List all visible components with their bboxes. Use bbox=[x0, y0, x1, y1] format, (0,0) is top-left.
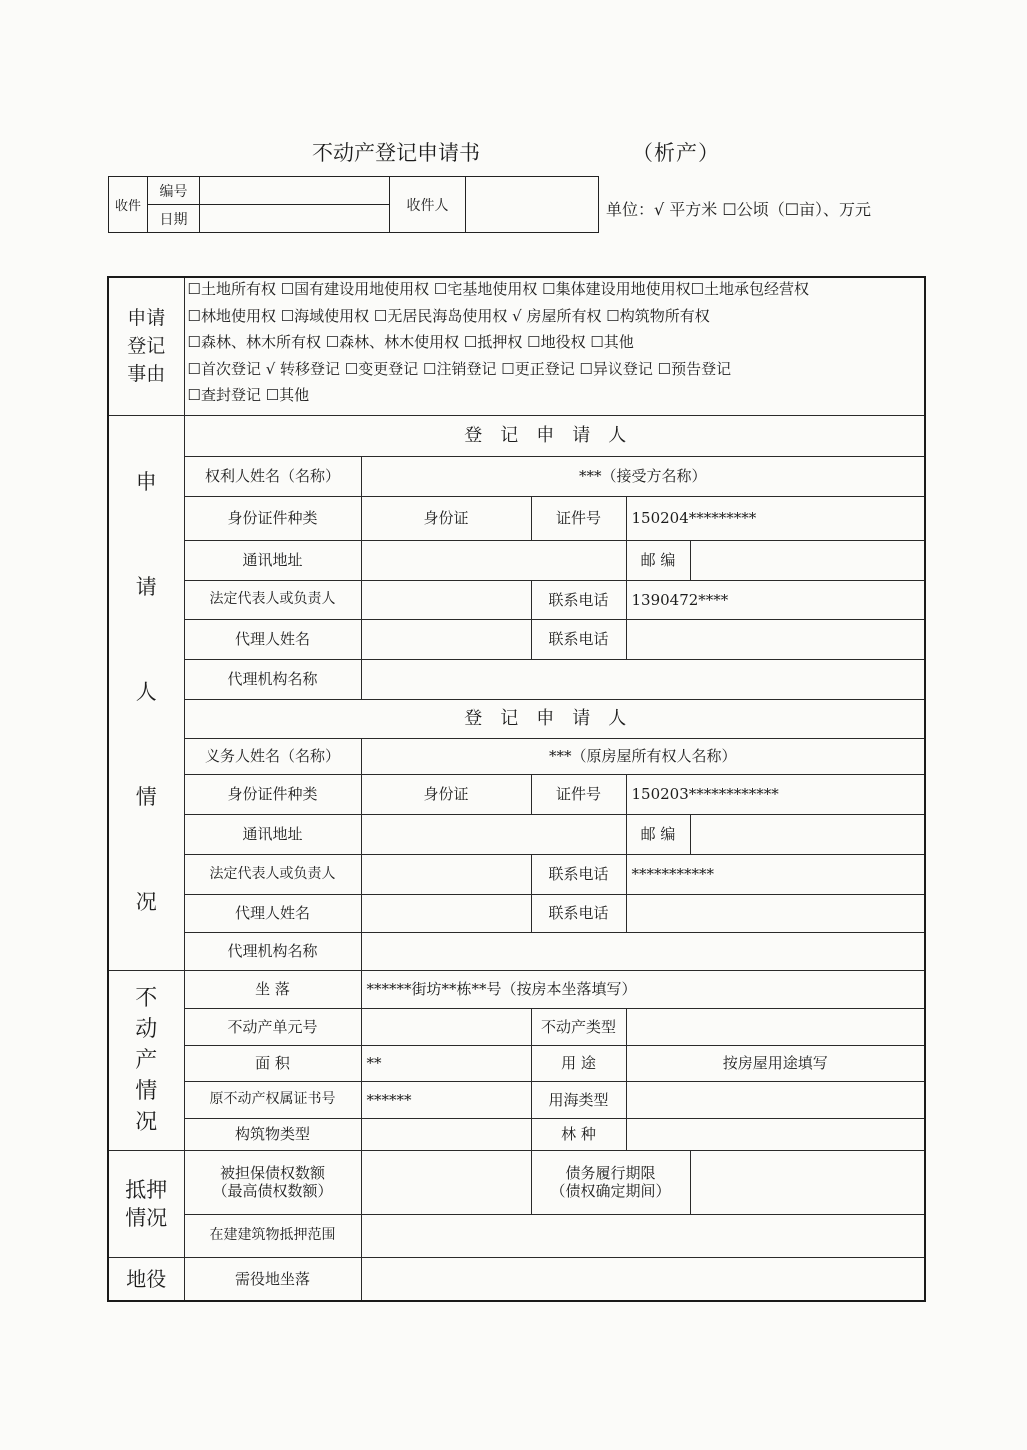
right-holder-phone-label: 联系电话 bbox=[531, 580, 626, 619]
mortgage-scope-field[interactable] bbox=[361, 1214, 925, 1257]
secured-amount-field[interactable] bbox=[361, 1150, 531, 1214]
right-holder-agent-field[interactable] bbox=[361, 619, 531, 659]
types-line-1[interactable]: ☐首次登记 √ 转移登记 ☐变更登记 ☐注销登记 ☐更正登记 ☐异议登记 ☐预告登记 bbox=[187, 359, 732, 378]
right-holder-legal-rep-field[interactable] bbox=[361, 580, 531, 619]
receipt-box bbox=[108, 176, 599, 233]
obligor-agent-phone-label: 联系电话 bbox=[531, 894, 626, 932]
right-holder-agent-phone-label: 联系电话 bbox=[531, 619, 626, 659]
obligor-agency-field[interactable] bbox=[361, 932, 925, 970]
obligor-agent-phone-field[interactable] bbox=[626, 894, 925, 932]
reason-section-label: 申请登记事由 bbox=[108, 277, 184, 415]
right-holder-id-no-field[interactable]: 150204********* bbox=[626, 496, 925, 540]
location-label: 坐 落 bbox=[184, 970, 361, 1008]
receipt-date-field[interactable] bbox=[200, 205, 390, 233]
obligor-address-label: 通讯地址 bbox=[184, 814, 361, 854]
form-subtitle: （析产） bbox=[632, 141, 720, 165]
easement-section-label: 地役 bbox=[108, 1257, 184, 1301]
sea-use-field[interactable] bbox=[626, 1081, 925, 1118]
right-holder-legal-rep-label: 法定代表人或负责人 bbox=[184, 580, 361, 619]
applicant-section-label: 申请人情况 bbox=[108, 415, 184, 970]
obligor-phone-field[interactable]: *********** bbox=[626, 854, 925, 894]
forest-field[interactable] bbox=[626, 1118, 925, 1150]
right-holder-agency-label: 代理机构名称 bbox=[184, 659, 361, 699]
property-type-field[interactable] bbox=[626, 1008, 925, 1045]
easement-location-field[interactable] bbox=[361, 1257, 925, 1301]
location-field[interactable]: ******街坊**栋**号（按房本坐落填写） bbox=[361, 970, 925, 1008]
receiver-label: 收件人 bbox=[390, 177, 466, 233]
rights-line-2[interactable]: ☐林地使用权 ☐海域使用权 ☐无居民海岛使用权 √ 房屋所有权 ☐构筑物所有权 bbox=[187, 306, 710, 325]
obligor-agent-field[interactable] bbox=[361, 894, 531, 932]
obligor-legal-rep-field[interactable] bbox=[361, 854, 531, 894]
obligor-id-type-field[interactable]: 身份证 bbox=[361, 774, 531, 814]
obligor-zip-field[interactable] bbox=[690, 814, 925, 854]
receipt-date-label: 日期 bbox=[148, 205, 200, 233]
right-holder-header: 登记申请人 bbox=[184, 415, 925, 456]
right-holder-phone-field[interactable]: 1390472**** bbox=[626, 580, 925, 619]
unit-selector: 单位：√ 平方米 ☐公顷（☐亩）、万元 bbox=[606, 200, 872, 219]
right-holder-id-type-label: 身份证件种类 bbox=[184, 496, 361, 540]
rights-line-3[interactable]: ☐森林、林木所有权 ☐森林、林木使用权 ☐抵押权 ☐地役权 ☐其他 bbox=[187, 333, 634, 351]
structure-field[interactable] bbox=[361, 1118, 531, 1150]
use-field[interactable]: 按房屋用途填写 bbox=[626, 1045, 925, 1081]
orig-cert-label: 原不动产权属证书号 bbox=[184, 1081, 361, 1118]
types-line-2[interactable]: ☐查封登记 ☐其他 bbox=[187, 386, 310, 404]
mortgage-section-label: 抵押情况 bbox=[108, 1150, 184, 1257]
obligor-name-field[interactable]: ***（原房屋所有权人名称） bbox=[361, 738, 925, 774]
obligor-zip-label: 邮 编 bbox=[626, 814, 690, 854]
receipt-number-label: 编号 bbox=[148, 177, 200, 205]
right-holder-id-type-field[interactable]: 身份证 bbox=[361, 496, 531, 540]
unit-no-field[interactable] bbox=[361, 1008, 531, 1045]
right-holder-address-field[interactable] bbox=[361, 540, 626, 580]
right-holder-address-label: 通讯地址 bbox=[184, 540, 361, 580]
receipt-number-field[interactable] bbox=[200, 177, 390, 205]
forest-label: 林 种 bbox=[531, 1118, 626, 1150]
use-label: 用 途 bbox=[531, 1045, 626, 1081]
easement-location-label: 需役地坐落 bbox=[184, 1257, 361, 1301]
structure-label: 构筑物类型 bbox=[184, 1118, 361, 1150]
obligor-phone-label: 联系电话 bbox=[531, 854, 626, 894]
property-section-label: 不动产情况 bbox=[108, 970, 184, 1150]
form-title: 不动产登记申请书 bbox=[312, 141, 480, 165]
right-holder-agency-field[interactable] bbox=[361, 659, 925, 699]
mortgage-scope-label: 在建建筑物抵押范围 bbox=[184, 1214, 361, 1257]
receiver-field[interactable] bbox=[466, 177, 599, 233]
rights-line-1[interactable]: ☐土地所有权 ☐国有建设用地使用权 ☐宅基地使用权 ☐集体建设用地使用权☐土地承包经营权 bbox=[187, 280, 810, 298]
right-holder-agent-label: 代理人姓名 bbox=[184, 619, 361, 659]
application-form bbox=[107, 276, 926, 1302]
sea-use-label: 用海类型 bbox=[531, 1081, 626, 1118]
right-holder-zip-label: 邮 编 bbox=[626, 540, 690, 580]
obligor-legal-rep-label: 法定代表人或负责人 bbox=[184, 854, 361, 894]
property-type-label: 不动产类型 bbox=[531, 1008, 626, 1045]
right-holder-name-label: 权利人姓名（名称） bbox=[184, 456, 361, 496]
obligor-id-no-label: 证件号 bbox=[531, 774, 626, 814]
obligor-id-no-field[interactable]: 150203************ bbox=[626, 774, 925, 814]
right-holder-zip-field[interactable] bbox=[690, 540, 925, 580]
obligor-header: 登记申请人 bbox=[184, 699, 925, 738]
obligor-agent-label: 代理人姓名 bbox=[184, 894, 361, 932]
orig-cert-field[interactable]: ****** bbox=[361, 1081, 531, 1118]
right-holder-id-no-label: 证件号 bbox=[531, 496, 626, 540]
receipt-label: 收件 bbox=[109, 177, 148, 233]
right-holder-name-field[interactable]: ***（接受方名称） bbox=[361, 456, 925, 496]
obligor-name-label: 义务人姓名（名称） bbox=[184, 738, 361, 774]
reason-options bbox=[184, 277, 925, 415]
secured-amount-label: 被担保债权数额 （最高债权数额） bbox=[184, 1150, 361, 1214]
obligor-address-field[interactable] bbox=[361, 814, 626, 854]
obligor-id-type-label: 身份证件种类 bbox=[184, 774, 361, 814]
right-holder-agent-phone-field[interactable] bbox=[626, 619, 925, 659]
area-field[interactable]: ** bbox=[361, 1045, 531, 1081]
debt-term-label: 债务履行期限 （债权确定期间） bbox=[531, 1150, 690, 1214]
obligor-agency-label: 代理机构名称 bbox=[184, 932, 361, 970]
area-label: 面 积 bbox=[184, 1045, 361, 1081]
unit-no-label: 不动产单元号 bbox=[184, 1008, 361, 1045]
debt-term-field[interactable] bbox=[690, 1150, 925, 1214]
